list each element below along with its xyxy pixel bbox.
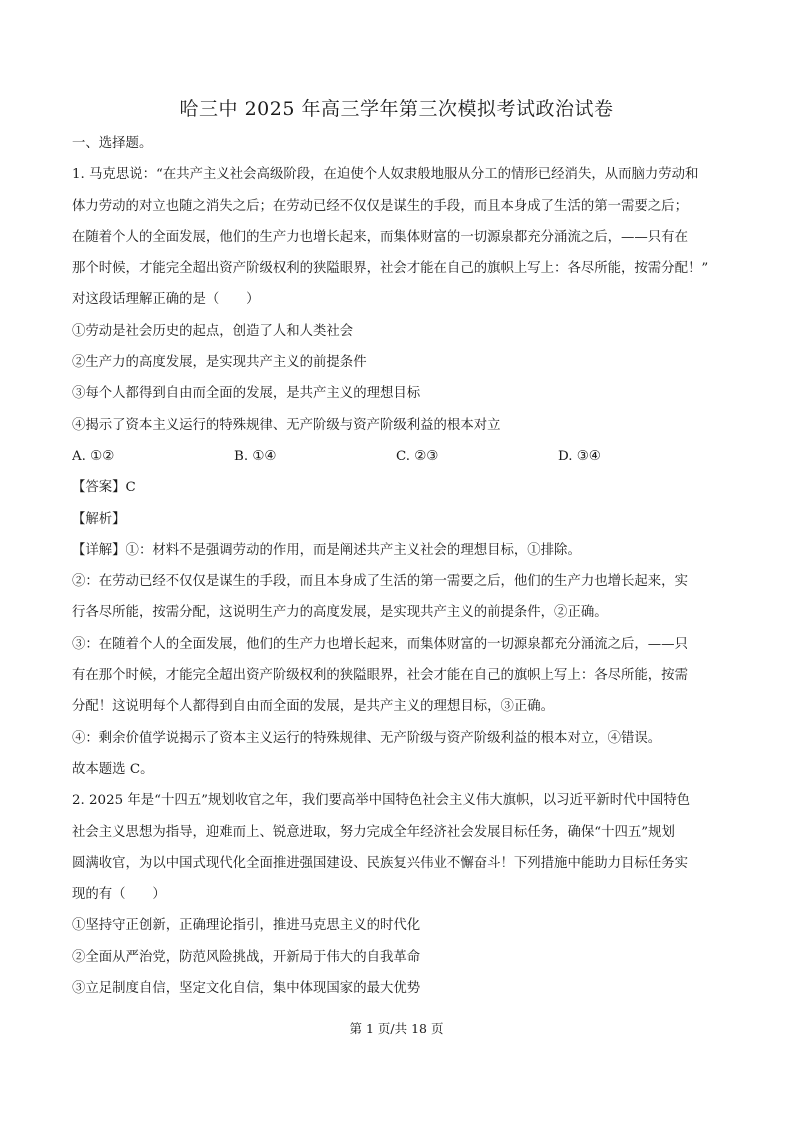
page-title: 哈三中 2025 年高三学年第三次模拟考试政治试卷 (179, 98, 614, 120)
page-footer: 第 1 页/共 18 页 (349, 1021, 444, 1036)
q1-analysis-line: ③：在随着个人的全面发展，他们的生产力也增长起来，而集体财富的一切源泉都充分涌流之后，——只 (72, 636, 688, 652)
document-body (72, 128, 722, 1004)
question-2 (72, 785, 722, 1004)
q1-answer: 【答案】C (72, 480, 136, 496)
q2-stem-line: 社会主义思想为指导，迎难而上、锐意进取，努力完成全年经济社会发展目标任务，确保“十四五”规划 (72, 824, 675, 840)
section-heading: 一、选择题。 (72, 136, 153, 151)
q1-option-d: D. ③④ (558, 448, 601, 464)
q1-stem-line: 1. 马克思说：“在共产主义社会高级阶段，在迫使个人奴隶般地服从分工的情形已经消失，从而脑力劳动和 (72, 167, 699, 183)
q2-statement: ③立足制度自信，坚定文化自信，集中体现国家的最大优势 (72, 981, 421, 997)
q1-analysis-line: ②：在劳动已经不仅仅是谋生的手段，而且本身成了生活的第一需要之后，他们的生产力也增长起来，实 (72, 574, 688, 590)
q1-option-a: A. ①② (72, 448, 115, 464)
q1-analysis-heading: 【解析】 (72, 511, 126, 527)
q1-stem-line: 体力劳动的对立也随之消失之后；在劳动已经不仅仅是谋生的手段，而且本身成了生活的第一需要之后； (72, 198, 688, 214)
q1-analysis-line: 分配！这说明每个人都得到自由而全面的发展，是共产主义的理想目标，③正确。 (72, 699, 555, 715)
q2-stem-line: 2. 2025 年是“十四五”规划收官之年，我们要高举中国特色社会主义伟大旗帜，以习近平新时代中国特色 (72, 793, 691, 809)
q2-statement: ②全面从严治党，防范风险挑战，开新局于伟大的自我革命 (72, 949, 421, 965)
q1-option-b: B. ①④ (234, 448, 277, 464)
q1-options (72, 441, 722, 472)
q1-analysis-line: 故本题选 C。 (72, 761, 154, 777)
q1-statement: ④揭示了资本主义运行的特殊规律、无产阶级与资产阶级利益的根本对立 (72, 417, 501, 433)
q1-option-c: C. ②③ (396, 448, 439, 464)
q2-statement: ①坚持守正创新，正确理论指引，推进马克思主义的时代化 (72, 918, 421, 934)
q1-stem-line: 对这段话理解正确的是（ ） (72, 292, 260, 308)
q1-statement: ①劳动是社会历史的起点，创造了人和人类社会 (72, 323, 354, 339)
q1-analysis-line: 有在那个时候，才能完全超出资产阶级权利的狭隘眼界，社会才能在自己的旗帜上写上：各尽所能，按需 (72, 668, 688, 684)
question-1 (72, 159, 722, 785)
q1-analysis-line: 行各尽所能，按需分配，这说明生产力的高度发展，是实现共产主义的前提条件，②正确。 (72, 605, 608, 621)
q1-stem-line: 在随着个人的全面发展，他们的生产力也增长起来，而集体财富的一切源泉都充分涌流之后，——只有在 (72, 229, 688, 245)
q1-statement: ②生产力的高度发展，是实现共产主义的前提条件 (72, 355, 367, 371)
q1-stem-line: 那个时候，才能完全超出资产阶级权利的狭隘眼界，社会才能在自己的旗帜上写上：各尽所能，按需分配！” (72, 261, 709, 277)
q2-stem-line: 现的有（ ） (72, 887, 166, 903)
q1-analysis-line: ④：剩余价值学说揭示了资本主义运行的特殊规律、无产阶级与资产阶级利益的根本对立，④错误。 (72, 730, 662, 746)
q1-analysis-line: 【详解】①：材料不是强调劳动的作用，而是阐述共产主义社会的理想目标，①排除。 (72, 542, 581, 558)
q2-stem-line: 圆满收官，为以中国式现代化全面推进强国建设、民族复兴伟业不懈奋斗！下列措施中能助力目标任务实 (72, 855, 688, 871)
q1-statement: ③每个人都得到自由而全面的发展，是共产主义的理想目标 (72, 386, 421, 402)
